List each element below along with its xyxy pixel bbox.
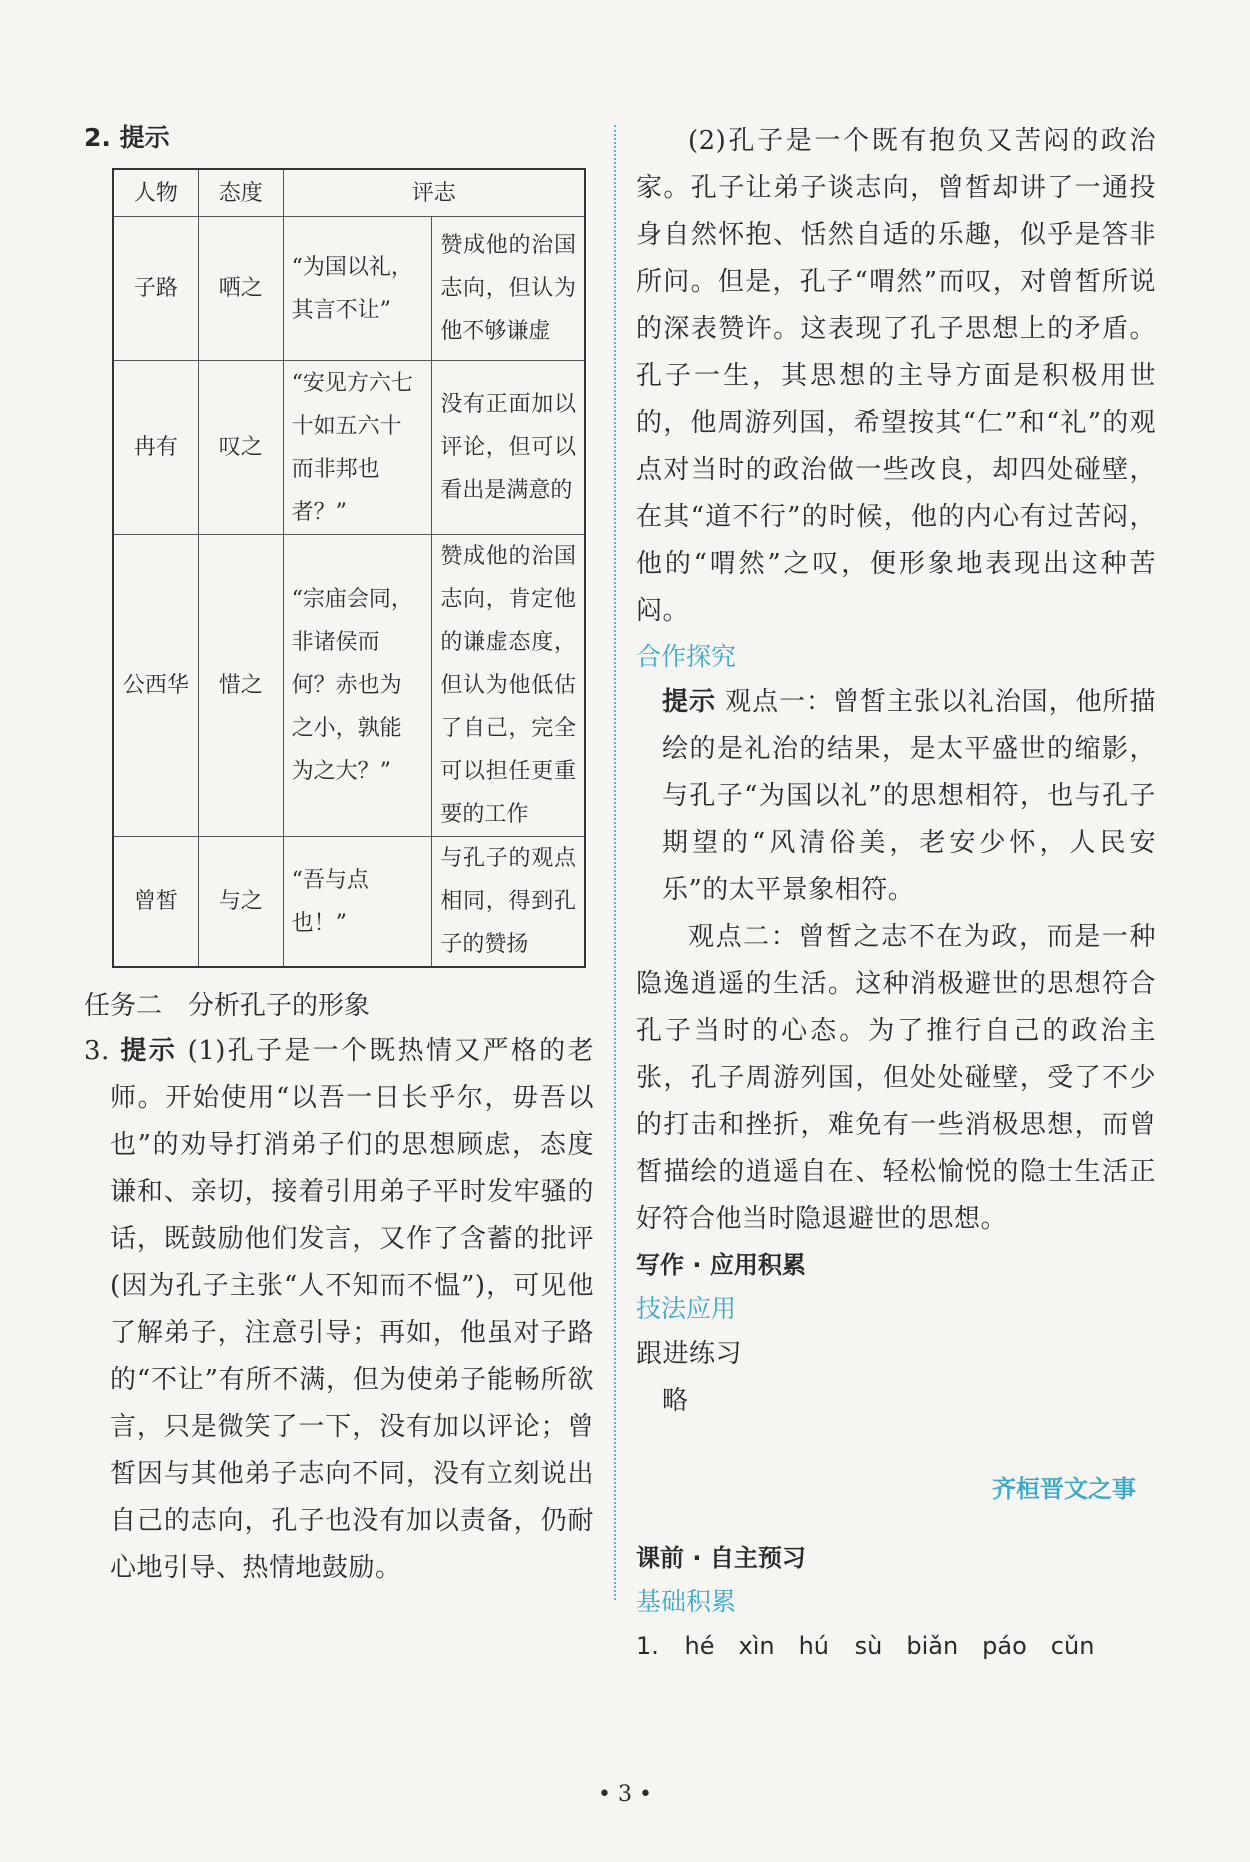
cell-comment: 赞成他的治国志向，肯定他的谦虚态度，但认为他低估了自己，完全可以担任更重要的工作 — [432, 535, 585, 837]
writing-heading: 写作 · 应用积累 — [636, 1251, 806, 1279]
coop-label: 提示 — [662, 687, 716, 717]
cell-attitude: 惜之 — [198, 535, 283, 837]
cell-person: 曾皙 — [113, 837, 198, 968]
coop-view1-text: 观点一：曾皙主张以礼治国，他所描绘的是礼治的结果，是太平盛世的缩影，与孔子“为国以礼”的思想相符，也与孔子期望的“风清俗美，老安少怀，人民安乐”的太平景象相符。 — [662, 687, 1156, 905]
cell-comment: 与孔子的观点相同，得到孔子的赞扬 — [432, 837, 585, 968]
cell-attitude: 叹之 — [198, 361, 283, 535]
cell-quote: “为国以礼，其言不让” — [283, 217, 432, 361]
header-attitude: 态度 — [198, 169, 283, 217]
table-row — [113, 217, 585, 361]
coop-view2: 观点二：曾皙之志不在为政，而是一种隐逸逍遥的生活。这种消极避世的思想符合孔子当时的心态。为了推行自己的政治主张，孔子周游列国，但处处碰壁，受了不少的打击和挫折，难免有一些消极思想，而曾皙描绘的逍遥自在、轻松愉悦的隐士生活正好符合他当时隐退避世的思想。 — [636, 922, 1156, 1234]
q3-label: 提示 — [120, 1036, 178, 1066]
practice-text: 略 — [662, 1386, 689, 1416]
practice-label: 跟进练习 — [636, 1339, 743, 1369]
coop-heading: 合作探究 — [636, 642, 737, 671]
cell-quote: “吾与点也！” — [283, 837, 432, 968]
cell-quote: “安见方六七十如五六十而非邦也者？” — [283, 361, 432, 535]
header-person: 人物 — [113, 169, 198, 217]
cell-attitude: 与之 — [198, 837, 283, 968]
pinyin-line: 1. hé xìn hú sù biǎn páo cǔn — [636, 1632, 1095, 1660]
cell-person: 公西华 — [113, 535, 198, 837]
cell-comment: 赞成他的治国志向，但认为他不够谦虚 — [432, 217, 585, 361]
task2-heading: 任务二 分析孔子的形象 — [84, 991, 371, 1021]
table-row — [113, 361, 585, 535]
cell-person: 子路 — [113, 217, 198, 361]
q2-label: 2. 提示 — [84, 123, 170, 152]
lesson-title: 齐桓晋文之事 — [992, 1474, 1136, 1503]
cell-person: 冉有 — [113, 361, 198, 535]
comparison-table — [112, 168, 586, 968]
q3-number: 3. — [84, 1036, 110, 1066]
p2-paragraph: (2)孔子是一个既有抱负又苦闷的政治家。孔子让弟子谈志向，曾皙却讲了一通投身自然怀抱、恬然自适的乐趣，似乎是答非所问。但是，孔子“喟然”而叹，对曾皙所说的深表赞许。这表现了孔子思想上的矛盾。孔子一生，其思想的主导方面是积极用世的，他周游列国，希望按其“仁”和“礼”的观点对当时的政治做一些改良，却四处碰壁，在其“道不行”的时候，他的内心有过苦闷，他的“喟然”之叹，便形象地表现出这种苦闷。 — [636, 126, 1156, 626]
cell-quote: “宗庙会同，非诸侯而何？赤也为之小，孰能为之大？” — [283, 535, 432, 837]
table-row — [113, 837, 585, 968]
basics-heading: 基础积累 — [636, 1587, 737, 1616]
left-column — [84, 118, 594, 1592]
preview-heading: 课前 · 自主预习 — [636, 1544, 806, 1572]
cell-attitude: 哂之 — [198, 217, 283, 361]
column-divider — [614, 125, 616, 1600]
cell-comment: 没有正面加以评论，但可以看出是满意的 — [432, 361, 585, 535]
q3-text: (1)孔子是一个既热情又严格的老师。开始使用“以吾一日长乎尔，毋吾以也”的劝导打消弟子们的思想顾虑，态度谦和、亲切，接着引用弟子平时发牢骚的话，既鼓励他们发言，又作了含蓄的批评(因为孔子主张“人不知而不愠”)，可见他了解弟子，注意引导；再如，他虽对子路的“不让”有所不满，但为使弟子能畅所欲言，只是微笑了一下，没有加以评论；曾皙因与其他弟子志向不同，没有立刻说出自己的志向，孔子也没有加以责备，仍耐心地引导、热情地鼓励。 — [110, 1036, 594, 1583]
q3-paragraph — [84, 1028, 594, 1592]
right-column — [636, 118, 1156, 1668]
header-comment: 评志 — [283, 169, 585, 217]
table-header-row — [113, 169, 585, 217]
page-number: • 3 • — [598, 1782, 652, 1807]
skill-heading: 技法应用 — [636, 1294, 737, 1323]
coop-view1 — [636, 679, 1156, 914]
table-row — [113, 535, 585, 837]
